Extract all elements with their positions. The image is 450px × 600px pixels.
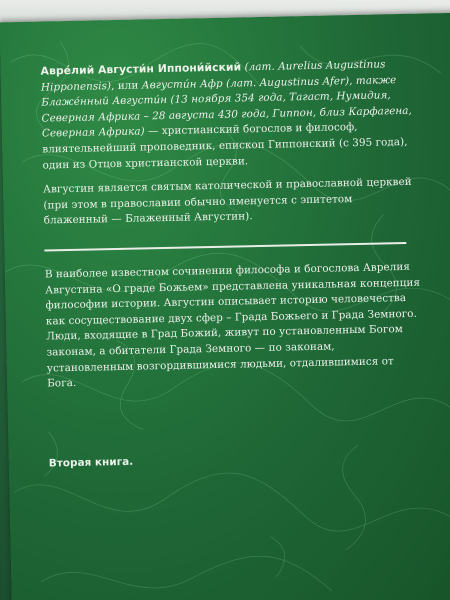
alias-name: Августи́н Афр (лат. Augustinus Afer) xyxy=(141,74,350,92)
latin-name: (лат. Aurelius Augustinus Hipponensis) xyxy=(40,58,386,94)
also-word: , также xyxy=(349,73,397,87)
life-dates: Блаже́нный Августи́н (13 ноября 354 года, Тагаст, Нумидия, Северная Африка – 28 августа 430 года, Гиппон, близ Карфагена, Северная Африка) xyxy=(41,89,412,140)
alias-connector: , или xyxy=(110,79,142,92)
book-label: Вторая книга. xyxy=(48,455,134,470)
text-content xyxy=(40,56,424,481)
bio-paragraph xyxy=(40,56,417,174)
book-cover xyxy=(0,13,450,600)
city-of-god-paragraph: В наиболее известном сочинении философа и богослова Аврелия Августина «О граде Божьем» представлена уникальная концепция философии истории. Августин описывает историю человечества как сосуществование двух сфер – Града Божьего и Града Земного. Люди, входящие в Град Божий, живут по установленным Богом законам, а обитатели Града Земного — по законам, установленным возгордившимися людьми, отдалившимися от Бога. xyxy=(44,260,421,390)
divider-rule xyxy=(44,242,406,252)
author-name: Авре́лий Августи́н Иппони́йский xyxy=(40,60,242,78)
bio-description: — христианский богослов и философ, влиятельнейший проповедник, епископ Гиппонский (с 395 года), один из Отцов христианской церкви. xyxy=(42,121,408,172)
saint-paragraph: Августин является святым католической и православной церквей (при этом в православии обычно именуется с эпитетом блаженный — Блаженный Августин). xyxy=(42,175,412,227)
